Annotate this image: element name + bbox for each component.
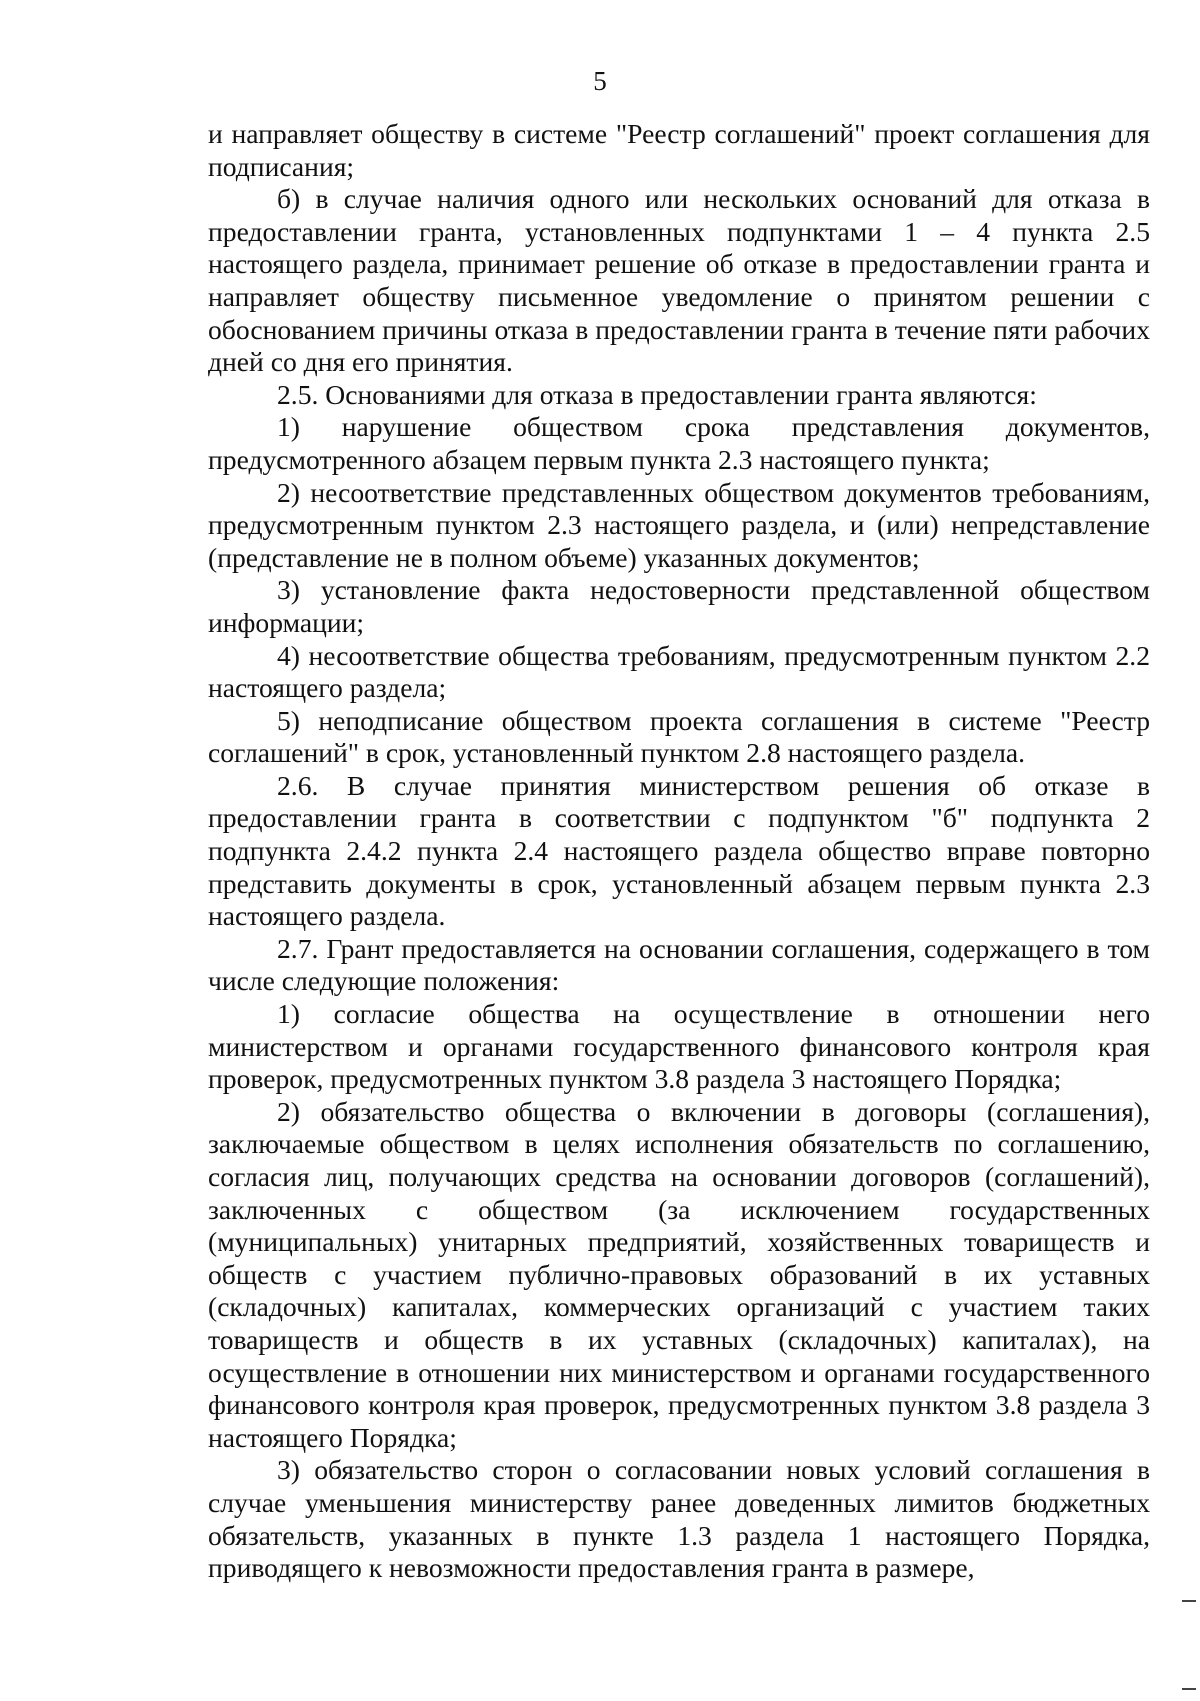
paragraph-2-5-item-1: 1) нарушение обществом срока представления документов, предусмотренного абзацем первым пункта 2.3 настоящего пункта; — [208, 411, 1150, 475]
paragraph-2-7-item-3: 3) обязательство сторон о согласовании новых условий соглашения в случае уменьшения министерству ранее доведенных лимитов бюджетных обязательств, указанных в пункте 1.3 раздела 1 настоящего Порядка, приводящего к невозможности предоставления гранта в размере, — [208, 1454, 1150, 1584]
paragraph-2-7-item-2: 2) обязательство общества о включении в договоры (соглашения), заключаемые обществом в целях исполнения обязательств по соглашению, согласия лиц, получающих средства на основании договоров (соглашений), заключенных с обществом (за исключением государственных (муниципальных) унитарных предприятий, хозяйственных товариществ и обществ с участием публично-правовых образований в их уставных (складочных) капиталах, коммерческих организаций с участием таких товариществ и обществ в их уставных (складочных) капиталах), на осуществление в отношении них министерством и органами государственного финансового контроля края проверок, предусмотренных пунктом 3.8 раздела 3 настоящего Порядка; — [208, 1095, 1150, 1453]
paragraph-2-5-item-2: 2) несоответствие представленных обществом документов требованиям, предусмотренным пунктом 2.3 настоящего раздела, и (или) непредставление (представление не в полном объеме) указанных документов; — [208, 476, 1150, 573]
paragraph-2-5-item-4: 4) несоответствие общества требованиям, предусмотренным пунктом 2.2 настоящего раздела; — [208, 639, 1150, 704]
paragraph-2-6: 2.6. В случае принятия министерством решения об отказе в предоставлении гранта в соответствии с подпунктом "б" подпункта 2 подпункта 2.4.2 пункта 2.4 настоящего раздела общество вправе повторно представить документы в срок, установленный абзацем первым пункта 2.3 настоящего раздела. — [208, 769, 1150, 932]
paragraph-2-5-item-3: 3) установление факта недостоверности представленной обществом информации; — [208, 574, 1150, 638]
scan-edge-mark — [1182, 1600, 1196, 1602]
paragraph-2-7-item-1: 1) согласие общества на осуществление в отношении него министерством и органами государственного финансового контроля края проверок, предусмотренных пунктом 3.8 раздела 3 настоящего Порядка; — [208, 998, 1150, 1095]
paragraph-subitem-b: б) в случае наличия одного или нескольких оснований для отказа в предоставлении гранта, установленных подпунктами 1 – 4 пункта 2.5 настоящего раздела, принимает решение об отказе в предоставлении гранта и направляет обществу письменное уведомление о принятом решении с обоснованием причины отказа в предоставлении гранта в течение пяти рабочих дней со дня его принятия. — [208, 183, 1150, 378]
paragraph-continuation: и направляет обществу в системе "Реестр соглашений" проект соглашения для подписания; — [208, 118, 1150, 182]
page-number: 5 — [593, 66, 607, 96]
scan-edge-mark — [1182, 1688, 1196, 1690]
document-body — [208, 118, 1150, 1585]
paragraph-2-5-item-5: 5) неподписание обществом проекта соглашения в системе "Реестр соглашений" в срок, установленный пунктом 2.8 настоящего раздела. — [208, 704, 1150, 769]
paragraph-2-5-heading: 2.5. Основаниями для отказа в предоставлении гранта являются: — [277, 378, 1037, 410]
paragraph-2-7-heading: 2.7. Грант предоставляется на основании соглашения, содержащего в том числе следующие положения: — [208, 932, 1150, 997]
